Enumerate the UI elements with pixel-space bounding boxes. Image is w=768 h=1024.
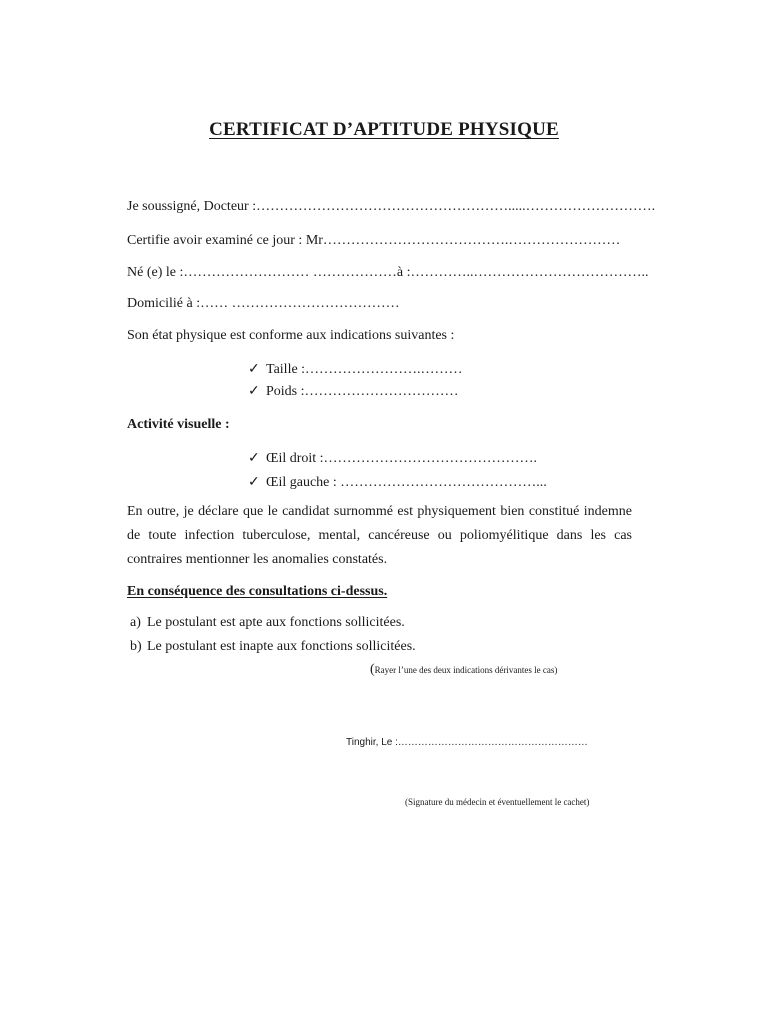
- option-text: Le postulant est inapte aux fonctions sollicitées.: [147, 639, 416, 654]
- birth-field: Né (e) le :……………………… ………………à :…………..………………………………..: [127, 265, 649, 280]
- option-apte: [130, 614, 405, 632]
- option-letter: b): [130, 639, 142, 654]
- option-letter: a): [130, 615, 141, 630]
- visual-activity-heading: Activité visuelle :: [127, 417, 230, 432]
- declaration-paragraph: En outre, je déclare que le candidat surnommé est physiquement bien constitué indemne de toute infection tuberculose, mental, cancéreuse ou poliomyélitique dans les cas contraires mentionner les anomalies constatés.: [127, 504, 632, 567]
- physical-state-text: Son état physique est conforme aux indications suivantes :: [127, 328, 455, 343]
- check-item-taille: [248, 361, 463, 379]
- taille-field: Taille :…………………….………: [266, 362, 463, 377]
- checkmark-icon: ✓: [248, 384, 260, 399]
- note-text: Rayer l’une des deux indications dérivantes le cas): [374, 665, 558, 675]
- poids-field: Poids :……………………………: [266, 384, 459, 399]
- note-paren: (: [370, 662, 375, 677]
- checkmark-icon: ✓: [248, 451, 260, 466]
- document-title: CERTIFICAT D’APTITUDE PHYSIQUE: [209, 119, 559, 140]
- examined-field: Certifie avoir examiné ce jour : Mr………………………………….……………………: [127, 233, 621, 248]
- check-item-oeil-droit: [248, 450, 537, 468]
- place-date-field: Tinghir, Le :…………………………………………………: [346, 737, 588, 748]
- option-text: Le postulant est apte aux fonctions sollicitées.: [147, 615, 405, 630]
- checkmark-icon: ✓: [248, 362, 260, 377]
- check-item-oeil-gauche: [248, 474, 547, 492]
- oeil-gauche-field: Œil gauche : ……………………………………...: [266, 475, 547, 490]
- oeil-droit-field: Œil droit :……………………………………….: [266, 451, 538, 466]
- strike-instruction-note: [370, 662, 557, 678]
- checkmark-icon: ✓: [248, 475, 260, 490]
- signature-caption: (Signature du médecin et éventuellement le cachet): [405, 797, 590, 807]
- domicile-field: Domicilié à :…… ………………………………: [127, 296, 400, 311]
- check-item-poids: [248, 383, 459, 401]
- consequence-heading: En conséquence des consultations ci-dessus.: [127, 584, 388, 599]
- doctor-field: Je soussigné, Docteur :……………………………………………….....……………………….: [127, 199, 656, 214]
- option-inapte: [130, 638, 416, 656]
